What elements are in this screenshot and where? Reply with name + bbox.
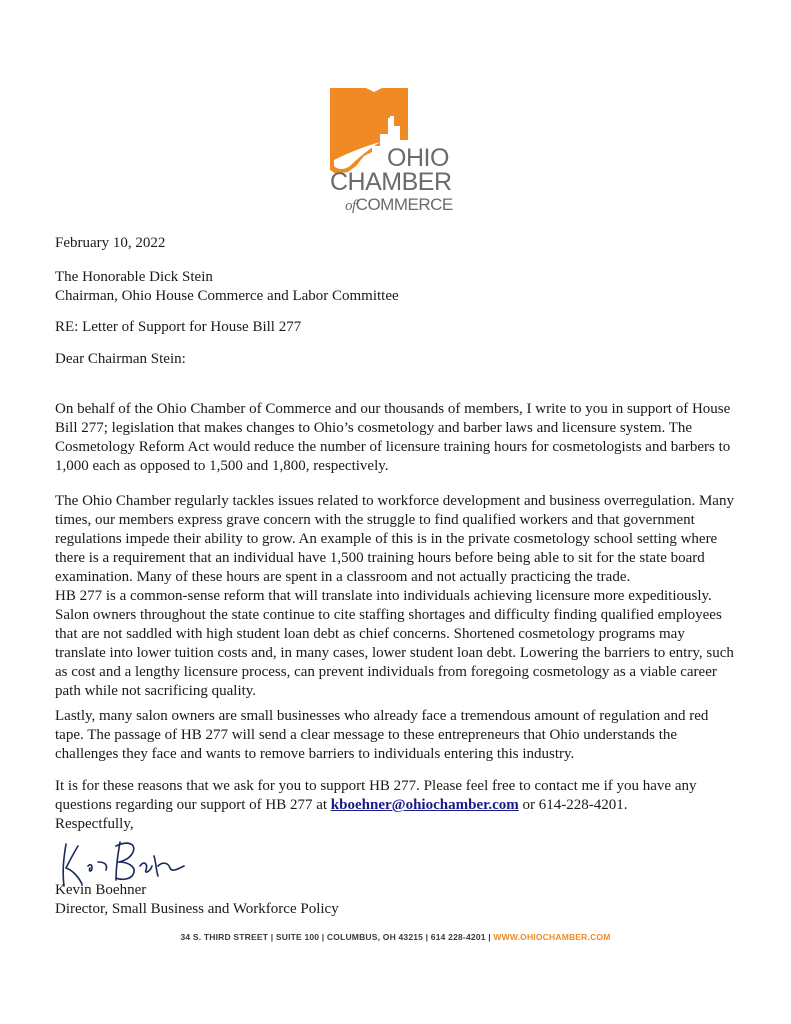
recipient-name: The Honorable Dick Stein [55, 269, 213, 285]
letter-date: February 10, 2022 [55, 235, 166, 251]
footer-website-link[interactable]: WWW.OHIOCHAMBER.COM [493, 932, 611, 942]
logo-skyline-2 [394, 100, 397, 118]
salutation: Dear Chairman Stein: [55, 351, 186, 367]
logo-word-ohio: OHIO [387, 144, 449, 172]
signer-title: Director, Small Business and Workforce Policy [55, 901, 339, 917]
logo-word-chamber: CHAMBER [330, 168, 452, 196]
logo-word-of: of [345, 198, 356, 214]
email-link[interactable]: kboehner@ohiochamber.com [330, 797, 519, 813]
recipient-block [55, 268, 735, 306]
signer-name: Kevin Boehner [55, 882, 147, 898]
closing: Respectfully, [55, 816, 134, 832]
paragraph-5-before: It is for these reasons that we ask for you to support HB 277. Please feel free to contact me if you have any questions regarding our support of HB 277 at [55, 778, 697, 813]
paragraph-4: Lastly, many salon owners are small businesses who already face a tremendous amount of regulation and red tape. The passage of HB 277 will send a clear message to these entrepreneurs that Ohio understands the challenges they face and wants to remove barriers to individuals entering this industry. [55, 708, 709, 762]
paragraph-3: HB 277 is a common-sense reform that will translate into individuals achieving licensure more expeditiously. Salon owners throughout the state continue to cite staffing shortages and difficulty finding qualified employees that are not saddled with high student loan debt as chief concerns. Shortened cosmetology programs may translate into lower tuition costs and, in many cases, lower student loan debt. Lowering the barriers to entry, such as cost and a lengthy licensure process, can prevent individuals from foregoing cosmetology as a viable career path while not sacrificing quality. [55, 588, 734, 699]
paragraph-5 [55, 777, 735, 815]
paragraph-2: The Ohio Chamber regularly tackles issues related to workforce development and business overregulation. Many times, our members express grave concern with the struggle to find qualified workers and that government regulations impede their ability to grow. An example of this is in the private cosmetology school setting where there is a requirement that an individual have 1,500 training hours before being able to sit for the state board examination. Many of these hours are spent in a classroom and not actually practicing the trade. [55, 493, 734, 585]
logo-word-commerce [345, 196, 453, 214]
footer [0, 932, 791, 942]
signer-block [55, 881, 339, 919]
paragraph-1: On behalf of the Ohio Chamber of Commerce and our thousands of members, I write to you in support of House Bill 277; legislation that makes changes to Ohio’s cosmetology and barber laws and licensure system. The Cosmetology Reform Act would reduce the number of licensure training hours for cosmetologists and barbers to 1,000 each as opposed to 1,500 and 1,800, respectively. [55, 401, 731, 474]
footer-address: 34 S. THIRD STREET | SUITE 100 | COLUMBUS, OH 43215 | 614 228-4201 | [180, 932, 494, 942]
logo-skyline-1 [386, 108, 390, 118]
paragraph-5-after: or 614-228-4201. [518, 797, 628, 813]
recipient-title: Chairman, Ohio House Commerce and Labor Committee [55, 288, 399, 304]
logo-word-commerce-text: COMMERCE [355, 195, 453, 214]
re-line: RE: Letter of Support for House Bill 277 [55, 319, 302, 335]
